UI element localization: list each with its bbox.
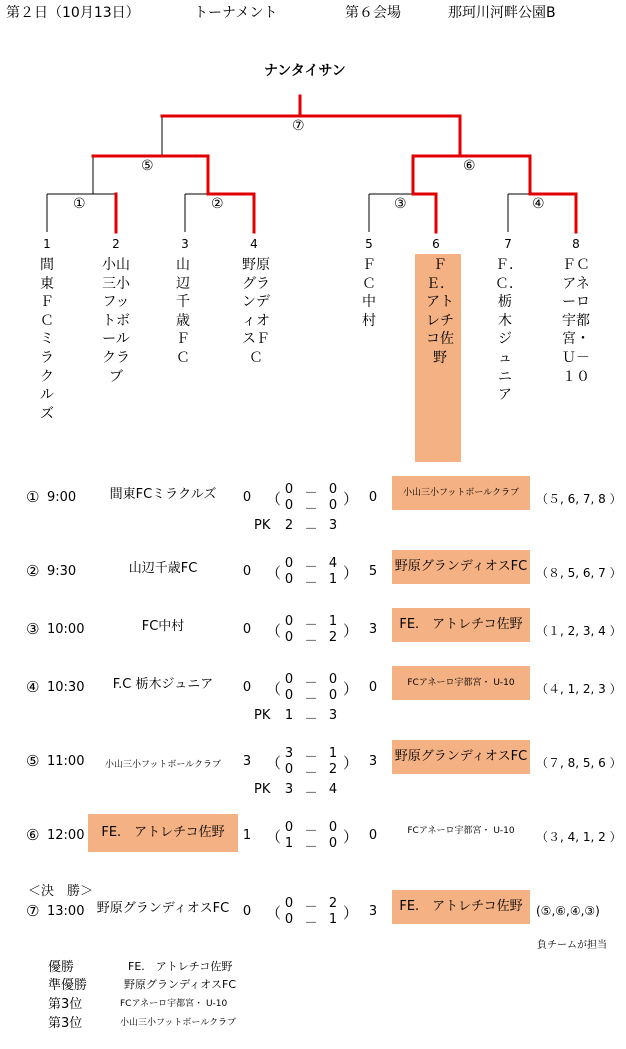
paren-close: ） [343, 622, 359, 640]
referee-order: （３, 4, 1, 2 ） [536, 830, 622, 844]
score-left: 0 [242, 904, 252, 919]
pk-right: 3 [328, 518, 338, 533]
paren-open: （ [266, 904, 282, 922]
half2-left: 0 [284, 688, 294, 703]
result-rank: 第3位 [48, 1016, 83, 1031]
match-time: 13:00 [47, 904, 85, 919]
half1-right: 0 [328, 820, 338, 835]
dash: － [304, 750, 318, 765]
referee-order: （１, 2, 3, 4 ） [536, 624, 622, 638]
round-mark-5: ⑤ [141, 158, 154, 174]
score-left: 1 [242, 828, 252, 843]
result-team: FCアネーロ宇都宮・ U-10 [120, 999, 228, 1009]
dash: － [304, 676, 318, 691]
score-right: 5 [368, 564, 378, 579]
team-right: FE. アトレチコ佐野 [392, 890, 530, 924]
team-left: 野原グランディオスFC [96, 901, 230, 916]
match-time: 10:30 [47, 680, 85, 695]
dash: － [304, 840, 318, 855]
team-name-5: ＦＣ中村 [362, 257, 376, 329]
round-mark-1: ① [73, 196, 86, 212]
match-time: 12:00 [47, 828, 85, 843]
team-number: 1 [43, 237, 51, 251]
pk-left: 3 [284, 782, 294, 797]
result-team: FE. アトレチコ佐野 [128, 960, 233, 973]
half1-left: 0 [284, 896, 294, 911]
dash: － [304, 634, 318, 649]
team-number: 6 [432, 237, 440, 251]
match-time: 9:00 [47, 490, 77, 505]
match-number: ⑦ [26, 902, 40, 920]
team-number: 5 [365, 237, 373, 251]
paren-close: ） [343, 680, 359, 698]
match-number: ② [26, 562, 40, 580]
final-label: ＜決 勝＞ [28, 884, 94, 899]
match-number: ① [26, 488, 40, 506]
score-left: 3 [242, 754, 252, 769]
referee-order: (⑤,⑥,④,③) [536, 904, 600, 918]
score-left: 0 [242, 680, 252, 695]
half2-left: 0 [284, 912, 294, 927]
paren-open: （ [266, 622, 282, 640]
header-venue-name: 那珂川河畔公園B [448, 5, 556, 21]
team-name-4: 野原グランディオスＦＣ [242, 257, 270, 366]
note: 負チームが担当 [537, 940, 607, 951]
pk-label: PK [254, 782, 271, 797]
team-left: FC中村 [141, 619, 185, 634]
paren-close: ） [343, 904, 359, 922]
half1-left: 0 [284, 672, 294, 687]
dash: － [304, 786, 318, 801]
header-type: トーナメント [194, 5, 278, 21]
half1-left: 0 [284, 614, 294, 629]
dash: － [304, 900, 318, 915]
half2-right: 1 [328, 572, 338, 587]
score-right: 0 [368, 490, 378, 505]
team-name-6: ＦＥ．アトレチコ佐野 [426, 257, 454, 366]
match-number: ⑤ [26, 752, 40, 770]
result-team: 野原グランディオスFC [124, 978, 237, 991]
paren-open: （ [266, 680, 282, 698]
paren-close: ） [343, 564, 359, 582]
half1-right: 0 [328, 482, 338, 497]
pk-left: 2 [284, 518, 294, 533]
half1-right: 1 [328, 746, 338, 761]
match-time: 9:30 [47, 564, 77, 579]
team-left: FE. アトレチコ佐野 [88, 814, 238, 852]
match-time: 11:00 [47, 754, 85, 769]
half1-right: 1 [328, 614, 338, 629]
referee-order: （８, 5, 6, 7 ） [536, 566, 622, 580]
team-name-2: 小山三小フットボールクラブ [102, 257, 130, 385]
dash: － [304, 502, 318, 517]
team-left: 山辺千歳FC [128, 561, 198, 576]
pk-right: 4 [328, 782, 338, 797]
team-number: 7 [504, 237, 512, 251]
score-right: 3 [368, 904, 378, 919]
round-mark-3: ③ [394, 196, 407, 212]
half1-left: 0 [284, 482, 294, 497]
referee-order: （７, 8, 5, 6 ） [536, 756, 622, 770]
dash: － [304, 824, 318, 839]
team-number: 8 [572, 237, 580, 251]
dash: － [304, 618, 318, 633]
score-left: 0 [242, 564, 252, 579]
result-team: 小山三小フットボールクラブ [120, 1018, 237, 1028]
paren-open: （ [266, 828, 282, 846]
team-number: 3 [181, 237, 189, 251]
team-name-8: ＦＣアネーロ宇都宮・Ｕ－１０ [562, 257, 590, 385]
round-mark-final: ⑦ [292, 118, 305, 134]
half2-right: 0 [328, 836, 338, 851]
team-left: F.C 栃木ジュニア [112, 677, 214, 692]
score-right: 0 [368, 680, 378, 695]
score-left: 0 [242, 622, 252, 637]
team-number: 2 [112, 237, 120, 251]
half1-right: 4 [328, 556, 338, 571]
half2-right: 0 [328, 498, 338, 513]
paren-close: ） [343, 490, 359, 508]
team-name-1: 間東ＦＣミラクルズ [40, 257, 54, 422]
paren-open: （ [266, 754, 282, 772]
half2-left: 0 [284, 630, 294, 645]
team-right: 野原グランディオスFC [392, 550, 530, 584]
match-number: ③ [26, 620, 40, 638]
round-mark-2: ② [211, 196, 224, 212]
half1-left: 3 [284, 746, 294, 761]
round-mark-4: ④ [532, 196, 545, 212]
team-left: 間東FCミラクルズ [109, 487, 217, 502]
team-name-7: Ｆ．Ｃ．栃木ジュニア [495, 257, 523, 404]
half2-left: 1 [284, 836, 294, 851]
referee-order: （５, 6, 7, 8 ） [536, 492, 622, 506]
half2-right: 2 [328, 762, 338, 777]
round-mark-6: ⑥ [463, 158, 476, 174]
team-right: FE. アトレチコ佐野 [392, 608, 530, 642]
pk-label: PK [254, 708, 271, 723]
paren-close: ） [343, 754, 359, 772]
score-right: 3 [368, 754, 378, 769]
dash: － [304, 486, 318, 501]
score-right: 3 [368, 622, 378, 637]
team-name-3: 山辺千歳ＦＣ [176, 257, 190, 366]
referee-order: （４, 1, 2, 3 ） [536, 682, 622, 696]
half2-right: 1 [328, 912, 338, 927]
match-number: ④ [26, 678, 40, 696]
team-number: 4 [250, 237, 258, 251]
team-left: 小山三小フットボールクラブ [104, 760, 221, 770]
pk-left: 1 [284, 708, 294, 723]
team-right: FCアネーロ宇都宮・ U-10 [392, 666, 530, 700]
result-rank: 優勝 [48, 960, 75, 975]
score-right: 0 [368, 828, 378, 843]
half1-right: 2 [328, 896, 338, 911]
result-rank: 第3位 [48, 997, 83, 1012]
half1-left: 0 [284, 556, 294, 571]
half2-left: 0 [284, 762, 294, 777]
team-right: 小山三小フットボールクラブ [392, 476, 530, 510]
pk-right: 3 [328, 708, 338, 723]
team-right: 野原グランディオスFC [392, 740, 530, 774]
half2-right: 2 [328, 630, 338, 645]
half2-right: 0 [328, 688, 338, 703]
result-rank: 準優勝 [48, 978, 88, 993]
bracket-title: ナンタイサン [264, 63, 346, 79]
half1-right: 0 [328, 672, 338, 687]
paren-open: （ [266, 490, 282, 508]
paren-open: （ [266, 564, 282, 582]
pk-label: PK [254, 518, 271, 533]
dash: － [304, 712, 318, 727]
dash: － [304, 916, 318, 931]
dash: － [304, 576, 318, 591]
half1-left: 0 [284, 820, 294, 835]
match-time: 10:00 [47, 622, 85, 637]
half2-left: 0 [284, 572, 294, 587]
header-day: 第２日（10月13日） [6, 5, 140, 21]
match-number: ⑥ [26, 826, 40, 844]
paren-close: ） [343, 828, 359, 846]
score-left: 0 [242, 490, 252, 505]
dash: － [304, 766, 318, 781]
dash: － [304, 692, 318, 707]
team-right: FCアネーロ宇都宮・ U-10 [407, 826, 515, 836]
half2-left: 0 [284, 498, 294, 513]
header-venue-no: 第６会場 [345, 5, 401, 21]
dash: － [304, 560, 318, 575]
dash: － [304, 522, 318, 537]
